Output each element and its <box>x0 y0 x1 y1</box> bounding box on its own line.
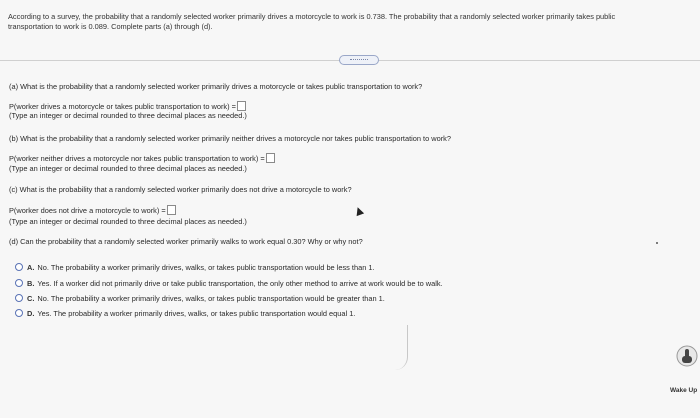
part-a-hint: (Type an integer or decimal rounded to three decimal places as needed.) <box>9 111 247 120</box>
page-curve-artifact <box>395 325 408 370</box>
radio-option-d[interactable] <box>15 309 23 317</box>
option-c[interactable] <box>15 294 385 304</box>
part-c-hint: (Type an integer or decimal rounded to three decimal places as needed.) <box>9 217 247 226</box>
option-b-letter: B. <box>27 279 35 288</box>
tap-hand-icon[interactable] <box>676 345 698 367</box>
radio-option-a[interactable] <box>15 263 23 271</box>
part-b-answer-row <box>9 153 275 164</box>
radio-option-b[interactable] <box>15 279 23 287</box>
part-a-answer-label: P(worker drives a motorcycle or takes public transportation to work) = <box>9 102 236 111</box>
mouse-cursor-icon <box>354 206 364 216</box>
stray-dot <box>656 242 658 244</box>
option-b-text: Yes. If a worker did not primarily drive or take public transportation, the only other method to arrive at work would be to walk. <box>37 279 443 288</box>
option-c-text: No. The probability a worker primarily drives, walks, or takes public transportation would be greater than 1. <box>37 294 385 303</box>
option-b[interactable] <box>15 279 443 289</box>
part-c-answer-input[interactable] <box>167 205 176 215</box>
part-b-answer-label: P(worker neither drives a motorcycle nor takes public transportation to work) = <box>9 154 265 163</box>
part-b-hint: (Type an integer or decimal rounded to three decimal places as needed.) <box>9 164 247 173</box>
part-c-answer-row <box>9 205 176 216</box>
wake-up-label[interactable]: Wake Up <box>670 387 698 394</box>
option-d-letter: D. <box>27 309 35 318</box>
problem-intro <box>8 12 696 32</box>
part-c-answer-label: P(worker does not drive a motorcycle to work) = <box>9 206 166 215</box>
part-b-answer-input[interactable] <box>266 153 275 163</box>
radio-option-c[interactable] <box>15 294 23 302</box>
intro-line-2: transportation to work is 0.089. Complete parts (a) through (d). <box>8 22 213 31</box>
option-a[interactable] <box>15 263 375 273</box>
part-a-question: (a) What is the probability that a randomly selected worker primarily drives a motorcycle or takes public transportation to work? <box>9 82 423 91</box>
option-a-text: No. The probability a worker primarily drives, walks, or takes public transportation would be less than 1. <box>37 263 375 272</box>
option-d-text: Yes. The probability a worker primarily drives, walks, or takes public transportation would equal 1. <box>37 309 356 318</box>
option-c-letter: C. <box>27 294 35 303</box>
part-b-question: (b) What is the probability that a randomly selected worker primarily neither drives a motorcycle nor takes public transportation to work? <box>9 134 451 143</box>
part-d-question: (d) Can the probability that a randomly selected worker primarily walks to work equal 0.30? Why or why not? <box>9 237 363 246</box>
expand-collapse-handle[interactable] <box>339 55 379 65</box>
part-a-answer-input[interactable] <box>237 101 246 111</box>
intro-line-1: According to a survey, the probability that a randomly selected worker primarily drives a motorcycle to work is 0.738. The probability that a randomly selected worker primarily takes public <box>8 12 616 21</box>
option-a-letter: A. <box>27 263 35 272</box>
option-d[interactable] <box>15 309 355 319</box>
part-c-question: (c) What is the probability that a randomly selected worker primarily does not drive a motorcycle to work? <box>9 185 352 194</box>
